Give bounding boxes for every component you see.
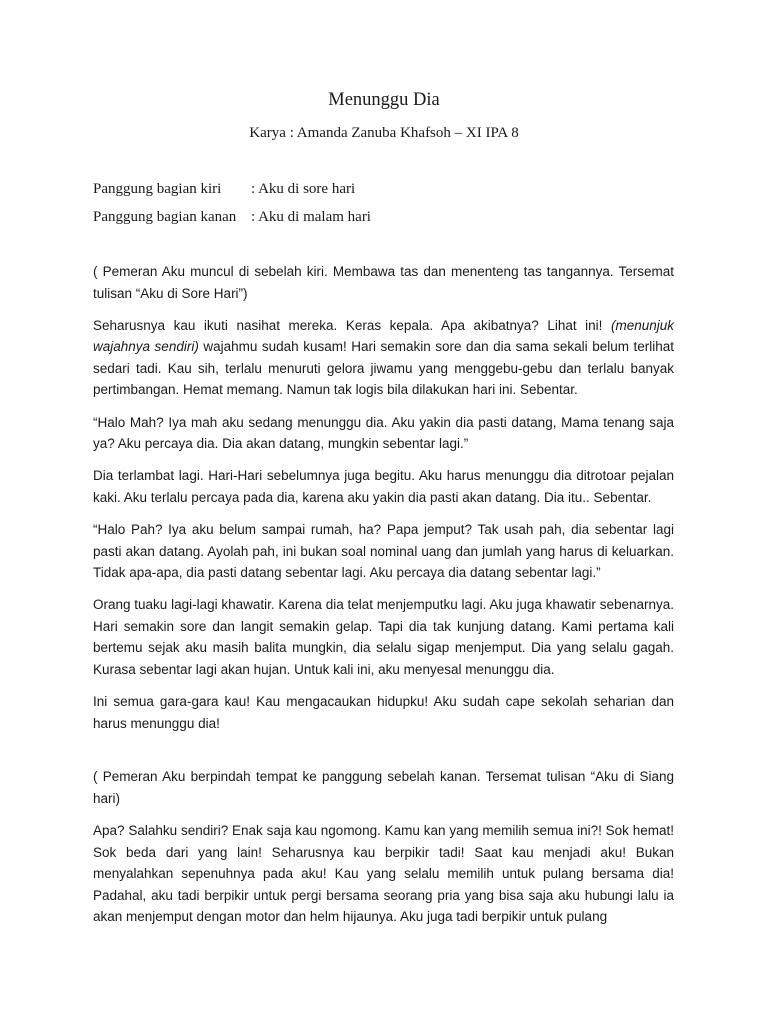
document-body bbox=[93, 261, 674, 938]
paragraph-dialogue: “Halo Pah? Iya aku belum sampai rumah, ha? Papa jemput? Tak usah pah, dia sebentar lagi pasti akan datang. Ayolah pah, ini bukan soal nominal uang dan jumlah yang harus di keluarkan. Tidak apa-apa, dia pasti datang sebentar lagi. Aku percaya dia datang sebentar lagi.” bbox=[93, 521, 674, 581]
author-line: Karya : Amanda Zanuba Khafsoh – XI IPA 8 bbox=[249, 125, 519, 141]
paragraph-text: wajahmu sudah kusam! Hari semakin sore dan dia sama sekali belum terlihat sedari tadi. Kau sih, terlalu menuruti gelora jiwamu yang menggebu-gebu dan terlalu banyak pertimbangan. Hemat memang. Namun tak logis bila dilakukan hari ini. Sebentar. bbox=[93, 339, 674, 398]
paragraph-stage-direction: ( Pemeran Aku muncul di sebelah kiri. Membawa tas dan menenteng tas tangannya. Tersemat tulisan “Aku di Sore Hari”) bbox=[93, 264, 674, 301]
stage-label: Panggung bagian kiri bbox=[93, 181, 222, 197]
stage-row-left bbox=[93, 179, 355, 199]
paragraph: Orang tuaku lagi-lagi khawatir. Karena dia telat menjemputku lagi. Aku juga khawatir sebenarnya. Hari semakin sore dan langit semakin gelap. Tapi dia tak kunjung datang. Kami pertama kali bertemu sejak aku masih balita mungkin, dia selalu sigap menjemput. Dia yang selalu gagah. Kurasa sebentar lagi akan hujan. Untuk kali ini, aku menyesal menunggu dia. bbox=[93, 597, 674, 677]
stage-row-right bbox=[93, 207, 371, 227]
stage-value: : Aku di malam hari bbox=[251, 209, 371, 225]
paragraph-dialogue: “Halo Mah? Iya mah aku sedang menunggu dia. Aku yakin dia pasti datang, Mama tenang saja ya? Aku percaya dia. Dia akan datang, mungkin sebentar lagi.” bbox=[93, 414, 674, 452]
document-title: Menunggu Dia bbox=[328, 90, 440, 110]
paragraph bbox=[93, 315, 674, 401]
stage-label: Panggung bagian kanan bbox=[93, 209, 237, 225]
paragraph-stage-direction: ( Pemeran Aku berpindah tempat ke panggung sebelah kanan. Tersemat tulisan “Aku di Siang hari) bbox=[93, 769, 674, 806]
paragraph-text: Seharusnya kau ikuti nasihat mereka. Keras kepala. Apa akibatnya? Lihat ini! bbox=[93, 317, 611, 333]
stage-value: : Aku di sore hari bbox=[251, 181, 356, 197]
paragraph: Ini semua gara-gara kau! Kau mengacaukan hidupku! Aku sudah cape sekolah seharian dan harus menunggu dia! bbox=[93, 694, 674, 731]
paragraph-italic-text: (menunjuk wajahnya sendiri) bbox=[93, 317, 674, 355]
paragraph: Apa? Salahku sendiri? Enak saja kau ngomong. Kamu kan yang memilih semua ini?! Sok hemat! Sok beda dari yang lain! Seharusnya kau berpikir tadi! Saat kau menjadi aku! Bukan menyalahkan sepenuhnya pada aku! Kau yang selalu memilih untuk pulang bersama dia! Padahal, aku tadi berpikir untuk pergi bersama seorang pria yang bisa saja aku hubungi lalu ia akan menjemput dengan motor dan helm hijaunya. Aku juga tadi berpikir untuk pulang bbox=[93, 822, 674, 925]
paragraph: Dia terlambat lagi. Hari-Hari sebelumnya juga begitu. Aku harus menunggu dia ditrotoar pejalan kaki. Aku terlalu percaya pada dia, karena aku yakin dia pasti akan datang. Dia itu.. Sebentar. bbox=[93, 468, 674, 505]
